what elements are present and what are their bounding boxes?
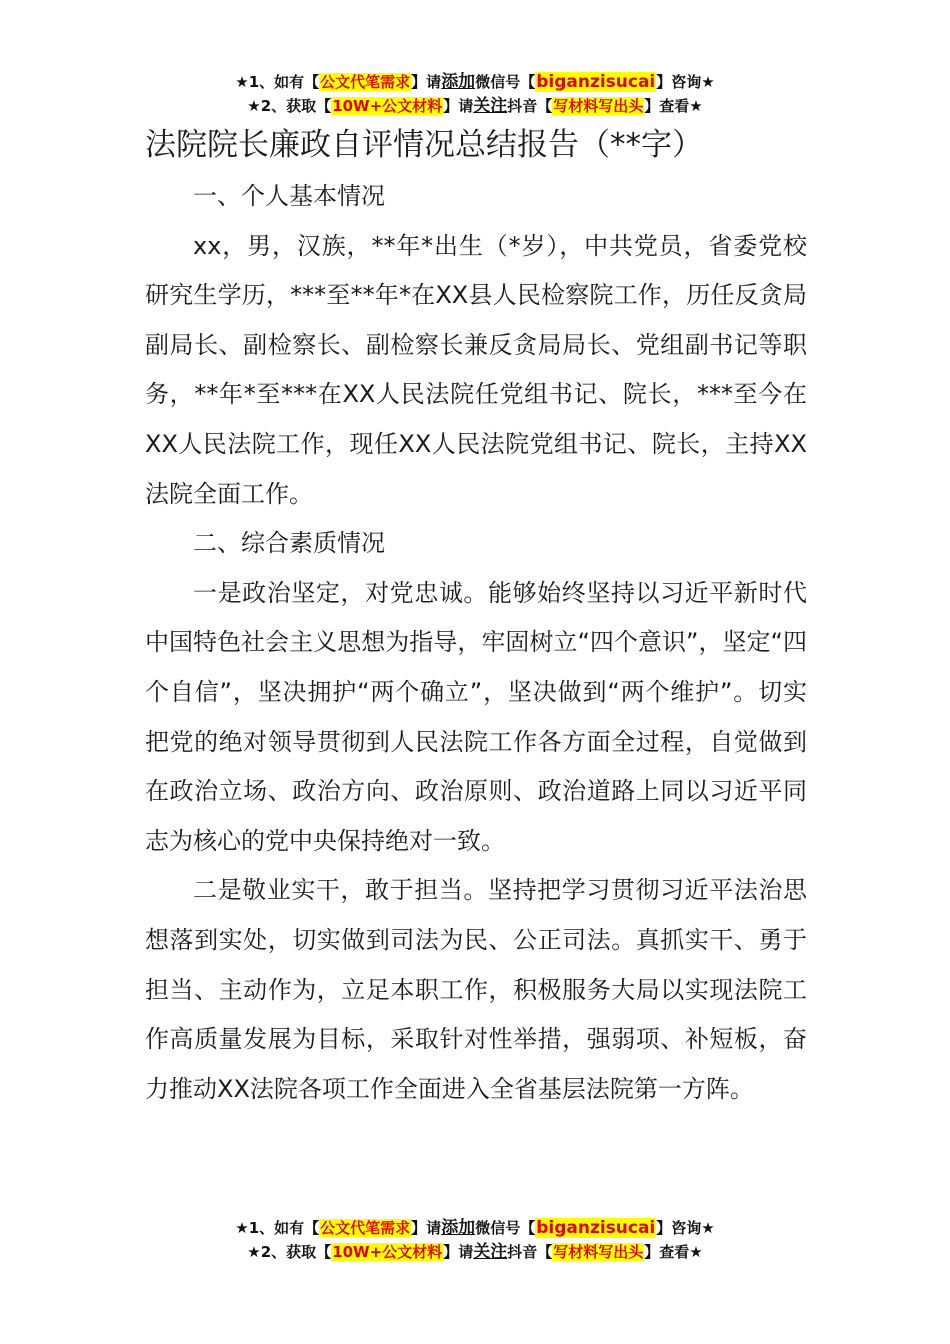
banner-line-1 [0,70,950,94]
banner-highlight: 10W+公文材料 [332,97,443,115]
paragraph-political: 一是政治坚定，对党忠诚。能够始终坚持以习近平新时代中国特色社会主义思想为指导，牢固树立“四个意识”，坚定“四个自信”，坚决拥护“两个确立”，坚决做到“两个维护”。切实把党的绝对领导贯彻到人民法院工作各方面全过程，自觉做到在政治立场、政治方向、政治原则、政治道路上同以习近平同志为核心的党中央保持绝对一致。 [145,578,807,855]
banner-text: 】请 [443,1243,474,1261]
banner-highlight: 写材料写出头 [553,1243,644,1261]
banner-text: 抖音【 [507,97,553,115]
banner-text: 】请 [443,97,474,115]
document-body [145,172,807,1114]
banner-underline: 关注 [473,1242,508,1262]
banner-highlight: 10W+公文材料 [332,1243,443,1261]
banner-highlight: 公文代笔需求 [320,1219,411,1237]
banner-line-2 [0,94,950,118]
banner-text: 抖音【 [507,1243,553,1261]
banner-text: 】咨询★ [656,1219,715,1237]
banner-text: 】查看★ [644,1243,703,1261]
banner-line-2 [0,1240,950,1264]
banner-text: 】查看★ [644,97,703,115]
footer-banner [0,1216,950,1264]
banner-underline: 添加 [441,1218,476,1238]
banner-text: 】请 [411,73,442,91]
banner-line-1 [0,1216,950,1240]
header-banner [0,70,950,118]
banner-text: 微信号【 [475,1219,536,1237]
paragraph-dedication: 二是敬业实干，敢于担当。坚持把学习贯彻习近平法治思想落到实处，切实做到司法为民、公正司法。真抓实干、勇于担当、主动作为，立足本职工作，积极服务大局以实现法院工作高质量发展为目标，采取针对性举措，强弱项、补短板，奋力推动XX法院各项工作全面进入全省基层法院第一方阵。 [145,876,807,1103]
paragraph-basic-info: xx，男，汉族，**年*出生（*岁），中共党员，省委党校研究生学历，***至**年*在XX县人民检察院工作，历任反贪局副局长、副检察长、副检察长兼反贪局局长、党组副书记等职务，**年*至***在XX人民法院任党组书记、院长，***至今在XX人民法院工作，现任XX人民法院党组书记、院长，主持XX法院全面工作。 [145,231,807,508]
banner-highlight: biganzisucai [536,1218,656,1238]
banner-highlight: biganzisucai [536,72,656,92]
banner-text: 】咨询★ [656,73,715,91]
banner-highlight: 公文代笔需求 [320,73,411,91]
banner-text: ★1、如有【 [235,1219,320,1237]
banner-underline: 添加 [441,72,476,92]
banner-text: 微信号【 [475,73,536,91]
section-heading-basic-info: 一、个人基本情况 [193,182,385,210]
banner-underline: 关注 [473,96,508,116]
document-title: 法院院长廉政自评情况总结报告（**字） [145,127,703,163]
banner-highlight: 写材料写出头 [553,97,644,115]
banner-text: ★1、如有【 [235,73,320,91]
banner-text: ★2、获取【 [247,1243,332,1261]
banner-text: ★2、获取【 [247,97,332,115]
section-heading-quality: 二、综合素质情况 [193,529,385,558]
banner-text: 】请 [411,1219,442,1237]
